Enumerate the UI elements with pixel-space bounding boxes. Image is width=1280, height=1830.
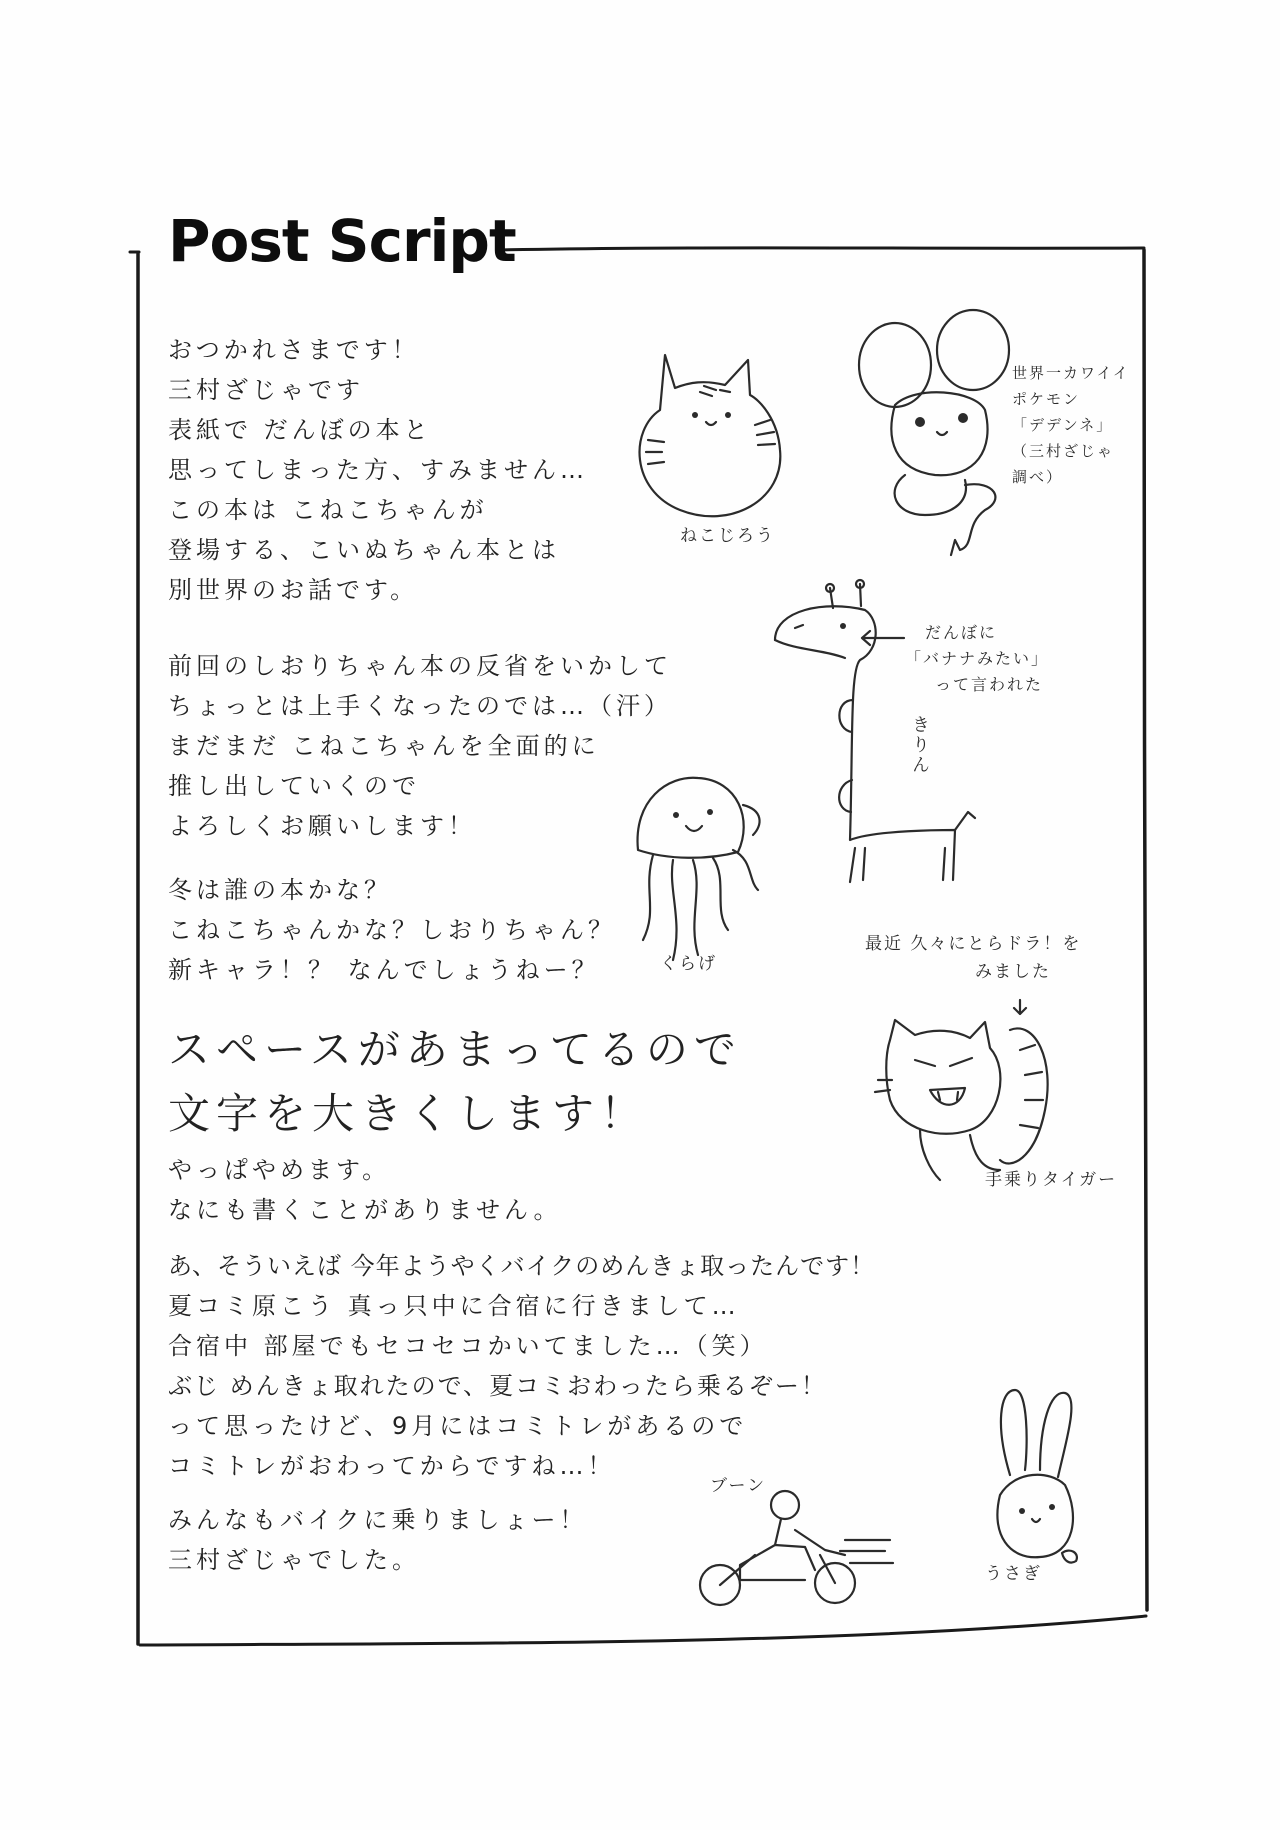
text-line: 三村ざじゃです xyxy=(168,376,364,404)
big-text-line: スペースがあまってるので xyxy=(168,1025,742,1074)
tiger-label: 手乗りタイガー xyxy=(985,1170,1118,1190)
paragraph-winter xyxy=(168,870,616,990)
round-cat-doodle xyxy=(620,340,800,530)
paragraph-intro xyxy=(168,330,588,610)
rabbit-label: うさぎ xyxy=(985,1564,1042,1584)
mouse-doodle xyxy=(855,310,1025,570)
text-line: まだまだ こねこちゃんを全面的に xyxy=(168,732,600,760)
giraffe-note-line: って言われた xyxy=(935,675,1044,694)
text-line: こねこちゃんかな？しおりちゃん？ xyxy=(168,916,616,944)
paragraph-reflection xyxy=(168,646,672,846)
mouse-label xyxy=(1012,360,1130,490)
big-text-line: 文字を大きくします！ xyxy=(168,1089,649,1138)
paragraph-closing xyxy=(168,1500,588,1580)
big-text-block xyxy=(168,1018,742,1146)
mouse-label-line: ポケモン xyxy=(1012,390,1081,408)
text-line: 冬は誰の本かな？ xyxy=(168,876,392,904)
text-line: あ、そういえば 今年ようやくバイクのめんきょ取ったんです！ xyxy=(168,1252,876,1280)
text-line: この本は こねこちゃんが xyxy=(168,496,488,524)
jellyfish-label: くらげ xyxy=(660,954,717,974)
page-title: Post Script xyxy=(168,207,516,275)
paragraph-bike-license xyxy=(168,1246,875,1486)
text-line: 別世界のお話です。 xyxy=(168,576,419,604)
text-line: 思ってしまった方、すみません… xyxy=(168,456,588,484)
tiger-caption xyxy=(865,930,1081,986)
mouse-label-line: 調べ） xyxy=(1012,468,1064,486)
text-line: 新キャラ！？ なんでしょうねー？ xyxy=(168,956,600,984)
motorbike-doodle xyxy=(695,1485,895,1615)
text-line: なにも書くことがありません。 xyxy=(168,1196,562,1224)
mouse-label-line: 「デデンネ」 xyxy=(1012,416,1114,434)
text-line: 合宿中 部屋でもセコセコかいてました…（笑） xyxy=(168,1332,768,1360)
text-line: コミトレがおわってからですね…！ xyxy=(168,1452,616,1480)
text-line: 推し出していくので xyxy=(168,772,420,800)
text-line: みんなもバイクに乗りましょー！ xyxy=(168,1506,588,1534)
text-line: ちょっとは上手くなったのでは…（汗） xyxy=(168,692,672,720)
text-line: 登場する、こいぬちゃん本とは xyxy=(168,536,560,564)
paragraph-nevermind xyxy=(168,1150,561,1230)
text-line: おつかれさまです！ xyxy=(168,336,420,364)
text-line: 前回のしおりちゃん本の反省をいかして xyxy=(168,652,672,680)
cat-ball-label: ねこじろう xyxy=(680,526,775,546)
bike-sound-label: ブーン xyxy=(710,1476,767,1496)
tiger-caption-line: 最近 久々にとらドラ！を xyxy=(865,934,1082,954)
giraffe-note-line: だんぼに xyxy=(925,623,998,642)
text-line: 三村ざじゃでした。 xyxy=(168,1546,420,1574)
giraffe-note-line: 「バナナみたい」 xyxy=(905,649,1050,668)
text-line: よろしくお願いします！ xyxy=(168,812,476,840)
text-line: 夏コミ原こう 真っ只中に合宿に行きまして… xyxy=(168,1292,740,1320)
giraffe-label: きりん xyxy=(909,715,930,775)
giraffe-arrow-note xyxy=(905,620,1049,698)
text-line: って思ったけど、9月にはコミトレがあるので xyxy=(168,1412,748,1440)
text-line: やっぱやめます。 xyxy=(168,1156,391,1184)
jellyfish-doodle xyxy=(628,770,768,970)
mouse-label-line: 世界一カワイイ xyxy=(1012,364,1130,382)
arrow-left-icon xyxy=(858,628,906,648)
rabbit-doodle xyxy=(980,1385,1090,1585)
tiger-caption-line: みました xyxy=(975,962,1051,982)
text-line: ぶじ めんきょ取れたので、夏コミおわったら乗るぞー！ xyxy=(168,1372,827,1400)
mouse-label-line: （三村ざじゃ xyxy=(1012,442,1115,460)
text-line: 表紙で だんぼの本と xyxy=(168,416,432,444)
